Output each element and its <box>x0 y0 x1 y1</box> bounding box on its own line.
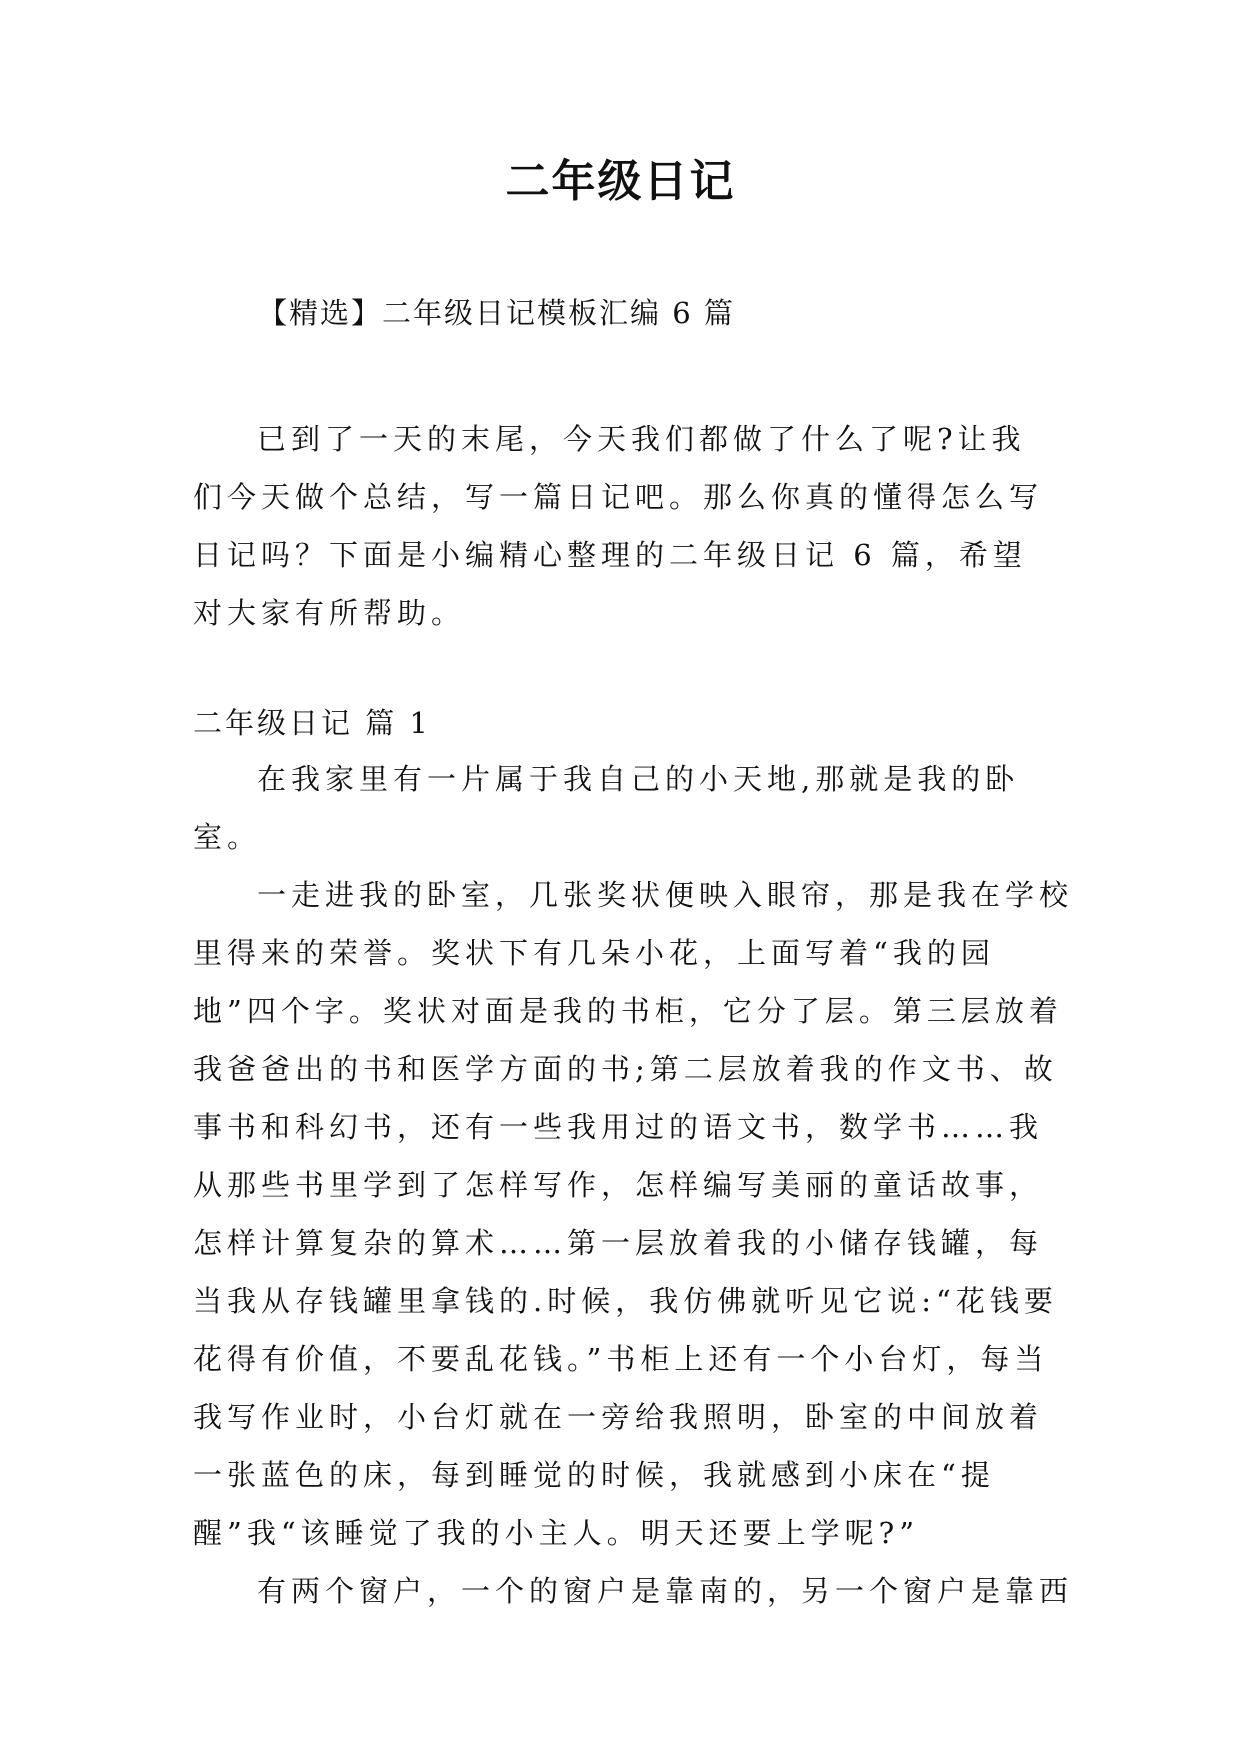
body-paragraph-2: 一走进我的卧室，几张奖状便映入眼帘，那是我在学校里得来的荣誉。奖状下有几朵小花，上面写着“我的园地”四个字。奖状对面是我的书柜，它分了层。第三层放着我爸爸出的书和医学方面的书;第二层放着我的作文书、故事书和科幻书，还有一些我用过的语文书，数学书……我从那些书里学到了怎样写作，怎样编写美丽的童话故事，怎样计算复杂的算术……第一层放着我的小储存钱罐，每当我从存钱罐里拿钱的.时候，我仿佛就听见它说:“花钱要花得有价值，不要乱花钱。”书柜上还有一个小台灯，每当我写作业时，小台灯就在一旁给我照明，卧室的中间放着一张蓝色的床，每到睡觉的时候，我就感到小床在“提醒”我“该睡觉了我的小主人。明天还要上学呢?” <box>193 878 1074 1550</box>
intro-paragraph: 已到了一天的末尾，今天我们都做了什么了呢?让我们今天做个总结，写一篇日记吧。那么你真的懂得怎么写日记吗？下面是小编精心整理的二年级日记 6 篇，希望对大家有所帮助。 <box>193 422 1044 630</box>
document-title: 二年级日记 <box>505 156 736 207</box>
body-paragraph-3: 有两个窗户，一个的窗户是靠南的，另一个窗户是靠西 <box>257 1574 1074 1608</box>
diary-body <box>193 750 1073 1620</box>
section-heading: 二年级日记 篇 1 <box>193 706 431 740</box>
body-paragraph-1: 在我家里有一片属于我自己的小天地,那就是我的卧室。 <box>193 762 1020 854</box>
document-subtitle: 【精选】二年级日记模板汇编 6 篇 <box>258 296 735 330</box>
